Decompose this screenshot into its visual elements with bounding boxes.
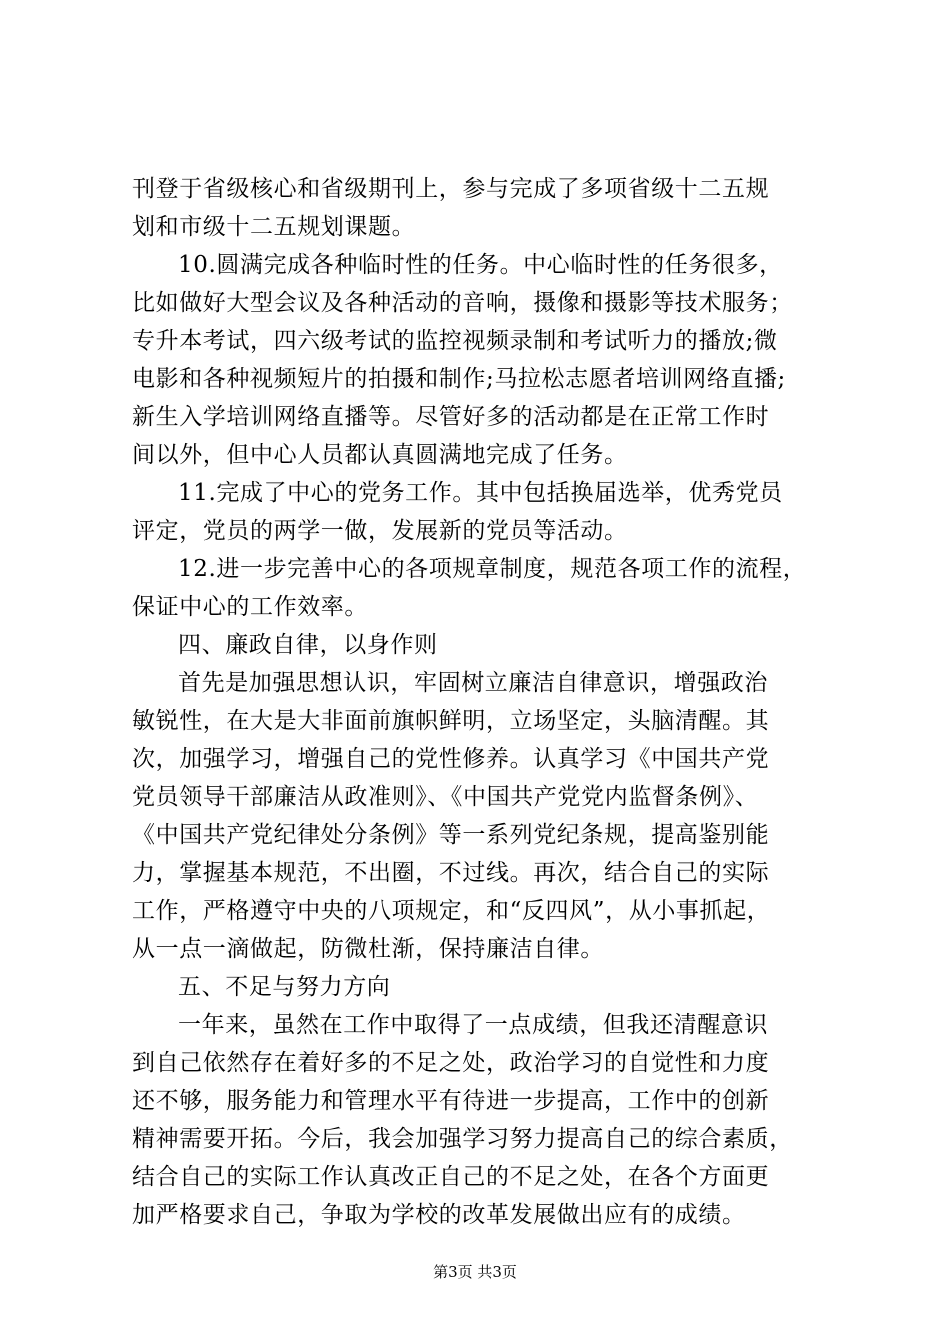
text-line: 从一点一滴做起，防微杜渐，保持廉洁自律。: [132, 936, 604, 962]
text-line: 首先是加强思想认识，牢固树立廉洁自律意识，增强政治: [178, 670, 768, 696]
text-line: 11.完成了中心的党务工作。其中包括换届选举，优秀党员: [178, 480, 783, 506]
text-line: 专升本考试，四六级考试的监控视频录制和考试听力的播放;微: [132, 328, 778, 354]
text-line: 评定，党员的两学一做，发展新的党员等活动。: [132, 518, 628, 544]
text-line: 次，加强学习，增强自己的党性修养。认真学习《中国共产党: [132, 746, 770, 772]
text-line: 党员领导干部廉洁从政准则》、《中国共产党党内监督条例》、: [132, 784, 759, 810]
text-line: 新生入学培训网络直播等。尽管好多的活动都是在正常工作时: [132, 404, 770, 430]
text-line: 12.进一步完善中心的各项规章制度，规范各项工作的流程，: [178, 556, 807, 582]
text-line: 还不够，服务能力和管理水平有待进一步提高，工作中的创新: [132, 1088, 770, 1114]
text-line: 四、廉政自律，以身作则: [178, 632, 438, 658]
text-line: 比如做好大型会议及各种活动的音响，摄像和摄影等技术服务；: [132, 290, 793, 316]
text-line: 工作，严格遵守中央的八项规定，和“反四风”，从小事抓起，: [132, 898, 771, 924]
text-line: 五、不足与努力方向: [178, 974, 391, 1000]
text-line: 加严格要求自己，争取为学校的改革发展做出应有的成绩。: [132, 1202, 746, 1228]
page-footer: 第3页 共3页: [433, 1263, 517, 1281]
text-line: 结合自己的实际工作认真改正自己的不足之处，在各个方面更: [132, 1164, 770, 1190]
text-line: 力，掌握基本规范，不出圈，不过线。再次，结合自己的实际: [132, 860, 770, 886]
text-line: 电影和各种视频短片的拍摄和制作;马拉松志愿者培训网络直播;: [132, 366, 786, 392]
text-line: 间以外，但中心人员都认真圆满地完成了任务。: [132, 442, 628, 468]
text-line: 10.圆满完成各种临时性的任务。中心临时性的任务很多，: [178, 252, 783, 278]
text-line: 保证中心的工作效率。: [132, 594, 368, 620]
text-line: 敏锐性，在大是大非面前旗帜鲜明，立场坚定，头脑清醒。其: [132, 708, 770, 734]
text-line: 精神需要开拓。今后，我会加强学习努力提高自己的综合素质，: [132, 1126, 793, 1152]
text-line: 刊登于省级核心和省级期刊上，参与完成了多项省级十二五规: [132, 176, 770, 202]
text-line: 划和市级十二五规划课题。: [132, 214, 416, 240]
document-body: [132, 170, 836, 1234]
text-line: 一年来，虽然在工作中取得了一点成绩，但我还清醒意识: [178, 1012, 768, 1038]
text-line: 到自己依然存在着好多的不足之处，政治学习的自觉性和力度: [132, 1050, 770, 1076]
text-line: 《中国共产党纪律处分条例》等一系列党纪条规，提高鉴别能: [132, 822, 770, 848]
